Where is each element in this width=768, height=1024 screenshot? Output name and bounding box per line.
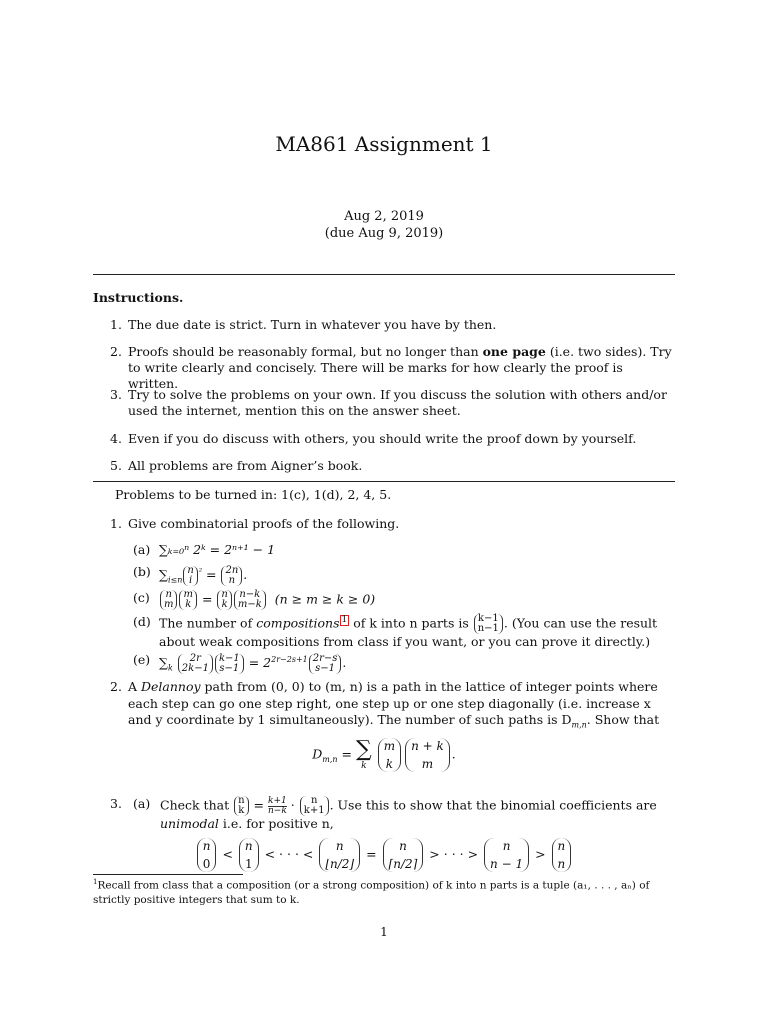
text-run: The number of <box>159 615 257 631</box>
turn-in-note: Problems to be turned in: 1(c), 1(d), 2, 4, 5. <box>115 487 392 502</box>
period: . <box>342 655 347 671</box>
item-number: 3. <box>110 387 122 402</box>
binomial: 2r−s s−1 <box>309 654 342 674</box>
binomial: n 1 <box>239 838 259 872</box>
formula-lhs: D <box>312 746 323 762</box>
italic-term: Delannoy <box>141 679 201 694</box>
assignment-date: Aug 2, 2019 <box>344 209 424 224</box>
item-text: Try to solve the problems on your own. If you discuss the solution with others and/or used the internet, mention this on the answer sheet. <box>128 387 667 418</box>
sum-symbol: ∑ <box>356 737 372 762</box>
binomial: m k <box>179 590 196 610</box>
sub-label: (a) <box>133 542 151 557</box>
text-run: (i.e. two sides). Try to write clearly and concisely. There will be marks for how clearly the proof is written. <box>128 344 672 391</box>
subscript: m,n <box>322 755 338 764</box>
item-text: The due date is strict. Turn in whatever you have by then. <box>128 317 497 332</box>
item-number: 1. <box>110 317 122 332</box>
sum-operator <box>356 739 372 771</box>
text-run: . (You can use the result about weak compositions from class if you want, or you can prove it directly.) <box>159 615 658 649</box>
italic-term: compositions <box>256 615 340 631</box>
binomial: n ⌈n/2⌉ <box>383 838 424 872</box>
binomial: n i <box>183 566 197 586</box>
page-number: 1 <box>380 925 388 939</box>
binomial: n k+1 <box>300 796 329 816</box>
date-block <box>0 208 768 242</box>
binomial: 2r 2k−1 <box>178 654 213 674</box>
text-run: A <box>128 679 142 694</box>
footnote-link[interactable]: 1 <box>341 615 348 626</box>
sub-label: (c) <box>133 590 150 605</box>
text-run: of k into n parts is <box>349 615 473 631</box>
item-text: Even if you do discuss with others, you should write the proof down by yourself. <box>128 431 637 446</box>
binomial: n n − 1 <box>484 838 529 872</box>
sub-label: (a) <box>133 796 151 811</box>
sum-symbol: ∑ <box>159 567 168 583</box>
equals: = <box>253 797 265 813</box>
problem-text <box>159 614 679 650</box>
text-run: . Show that <box>586 712 660 727</box>
binomial: n ⌊n/2⌋ <box>319 838 360 872</box>
top-rule <box>93 274 675 275</box>
sum-subscript: k <box>361 761 367 771</box>
delannoy-formula <box>0 738 768 772</box>
equals: = <box>202 567 221 583</box>
item-number: 5. <box>110 458 122 473</box>
binomial: m k <box>378 738 401 772</box>
binomial: 2n n <box>221 566 242 586</box>
sum-subscript: k <box>167 663 173 673</box>
item-number: 4. <box>110 431 122 446</box>
binomial: n−k m−k <box>234 590 266 610</box>
footnote-text: Recall from class that a composition (or a strong composition) of k into n parts is a tuple (a₁, . . . , aₙ) of strictly positive integers that sum to k. <box>93 879 650 906</box>
mid-rule <box>93 481 675 482</box>
problem-text: Give combinatorial proofs of the following. <box>128 516 400 531</box>
binomial: n 0 <box>197 838 217 872</box>
text-run: path from (0, 0) to (m, n) is a path in the lattice of integer points where each step can go one step right, one step up or one step diagonally (i.e. increase x and y coordinate by 1 simultaneously). The number of such paths is D <box>128 679 658 727</box>
item-text <box>128 344 675 392</box>
fraction: $\frac{k+1}{n-k}$ <box>268 795 287 816</box>
sub-label: (e) <box>133 652 151 667</box>
binomial: k−1 n−1 <box>474 614 503 634</box>
text-run: Proofs should be reasonably formal, but no longer than <box>128 344 483 359</box>
period: . <box>243 567 248 583</box>
period: . <box>451 746 456 762</box>
formula <box>159 564 679 589</box>
exponent: ² <box>198 567 203 576</box>
due-date: (due Aug 9, 2019) <box>324 226 444 241</box>
instructions-heading: Instructions. <box>93 290 184 305</box>
bold-text: one page <box>482 344 546 359</box>
footnote <box>93 875 675 907</box>
text-run: . Use this to show that the binomial coefficients are <box>329 797 657 813</box>
sub-label: (d) <box>133 614 151 629</box>
item-number: 2. <box>110 344 122 359</box>
unimodal-chain: n 0 < n 1 < · · · < n ⌊n/2⌋ = n ⌈n/2⌉ > · · · > n n − 1 > n n <box>0 838 768 872</box>
sum-symbol: ∑ <box>159 655 168 671</box>
item-text: All problems are from Aigner’s book. <box>128 458 363 473</box>
multiply-dot: · <box>290 797 295 813</box>
problem-text <box>128 679 675 734</box>
binomial: n k <box>234 796 248 816</box>
problem-number: 3. <box>110 796 122 811</box>
problem-3a-text <box>160 796 680 833</box>
equals: = 2 <box>244 655 272 671</box>
subscript: m,n <box>571 720 587 730</box>
sub-label: (b) <box>133 564 151 579</box>
formula <box>159 652 679 677</box>
problem-number: 2. <box>110 679 122 694</box>
footnote-mark: 1 <box>93 878 98 886</box>
text-run: Check that <box>160 797 230 813</box>
binomial: n n <box>552 838 572 872</box>
binomial: k−1 s−1 <box>215 654 244 674</box>
condition: (n ≥ m ≥ k ≥ 0) <box>274 591 376 607</box>
page-title: MA861 Assignment 1 <box>275 132 493 156</box>
formula: ∑ₖ₌₀ⁿ 2ᵏ = 2ⁿ⁺¹ − 1 <box>159 542 276 557</box>
exponent: 2r−2s+1 <box>271 655 308 664</box>
binomial: n m <box>160 590 177 610</box>
italic-term: unimodal <box>160 816 219 831</box>
formula: n m m k = n k n−k m−k (n ≥ m ≥ k ≥ 0) <box>159 590 679 610</box>
equals: = <box>341 746 353 762</box>
text-run: i.e. for positive n, <box>218 816 334 831</box>
binomial: n + k m <box>405 738 450 772</box>
problem-number: 1. <box>110 516 122 531</box>
binomial: n k <box>217 590 231 610</box>
sum-subscript: i≤n <box>167 575 183 585</box>
